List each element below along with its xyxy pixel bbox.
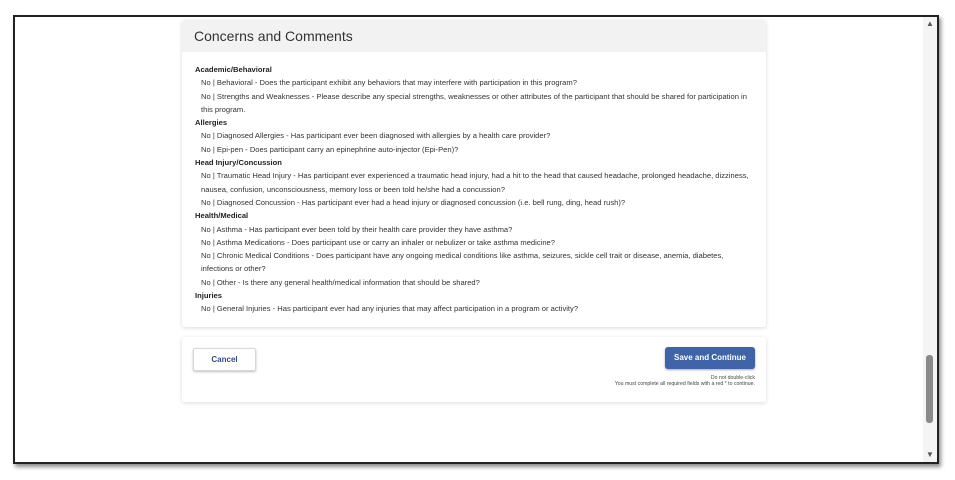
save-and-continue-button[interactable]: Save and Continue (665, 347, 755, 369)
scrollbar-thumb[interactable] (926, 355, 933, 423)
browser-frame (13, 15, 939, 464)
section-heading-injuries: Injuries (195, 291, 223, 301)
required-fields-note: You must complete all required fields with a red * to continue. (614, 381, 755, 388)
section-heading-academic: Academic/Behavioral (195, 65, 272, 74)
cancel-button[interactable]: Cancel (193, 348, 256, 371)
list-item: No | Epi-pen - Does participant carry an epinephrine auto-injector (Epi-Pen)? (201, 144, 459, 154)
actions-panel (182, 337, 766, 402)
vertical-scrollbar[interactable] (923, 17, 937, 462)
submit-note (615, 375, 755, 388)
list-item: No | Asthma - Has participant ever been told by their health care provider they have asthma? (201, 224, 513, 234)
list-item: No | Other - Is there any general health/medical information that should be shared? (201, 277, 480, 287)
panel-title: Concerns and Comments (194, 28, 353, 44)
section-heading-health-medical: Health/Medical (195, 211, 249, 221)
panel-header (182, 20, 766, 52)
list-item: No | Diagnosed Allergies - Has participant ever been diagnosed with allergies by a health care provider? (201, 131, 551, 141)
list-item: No | Strengths and Weaknesses - Please describe any special strengths, weaknesses or other attributes of the participant that should be shared for participation in this program. (201, 91, 747, 114)
triangle-down-icon[interactable]: ▼ (926, 450, 934, 459)
section-heading-head-injury: Head Injury/Concussion (195, 158, 282, 168)
triangle-up-icon[interactable]: ▲ (926, 19, 934, 28)
list-item: No | Asthma Medications - Does participant use or carry an inhaler or nebulizer or take asthma medicine? (201, 237, 555, 247)
list-item: No | Diagnosed Concussion - Has participant ever had a head injury or diagnosed concussion (i.e. bell rung, ding, head rush)? (201, 197, 626, 207)
list-item: No | General Injuries - Has participant ever had any injuries that may affect participation in a program or activity? (201, 304, 579, 314)
list-item: No | Traumatic Head Injury - Has participant ever experienced a traumatic head injury, had a hit to the head that caused headache, prolonged headache, dizziness, nausea, confusion, unconsciousness, memory loss or been told he/she had a concussion? (201, 171, 749, 194)
concerns-panel (182, 20, 766, 327)
list-item: No | Behavioral - Does the participant exhibit any behaviors that may interfere with participation in this program? (201, 78, 577, 88)
concerns-list (182, 52, 766, 316)
section-heading-allergies: Allergies (195, 118, 228, 128)
list-item: No | Chronic Medical Conditions - Does participant have any ongoing medical conditions like asthma, seizures, sickle cell trait or disease, anemia, diabetes, infections or other? (201, 251, 724, 274)
double-click-warning: Do not double-click (710, 375, 755, 381)
